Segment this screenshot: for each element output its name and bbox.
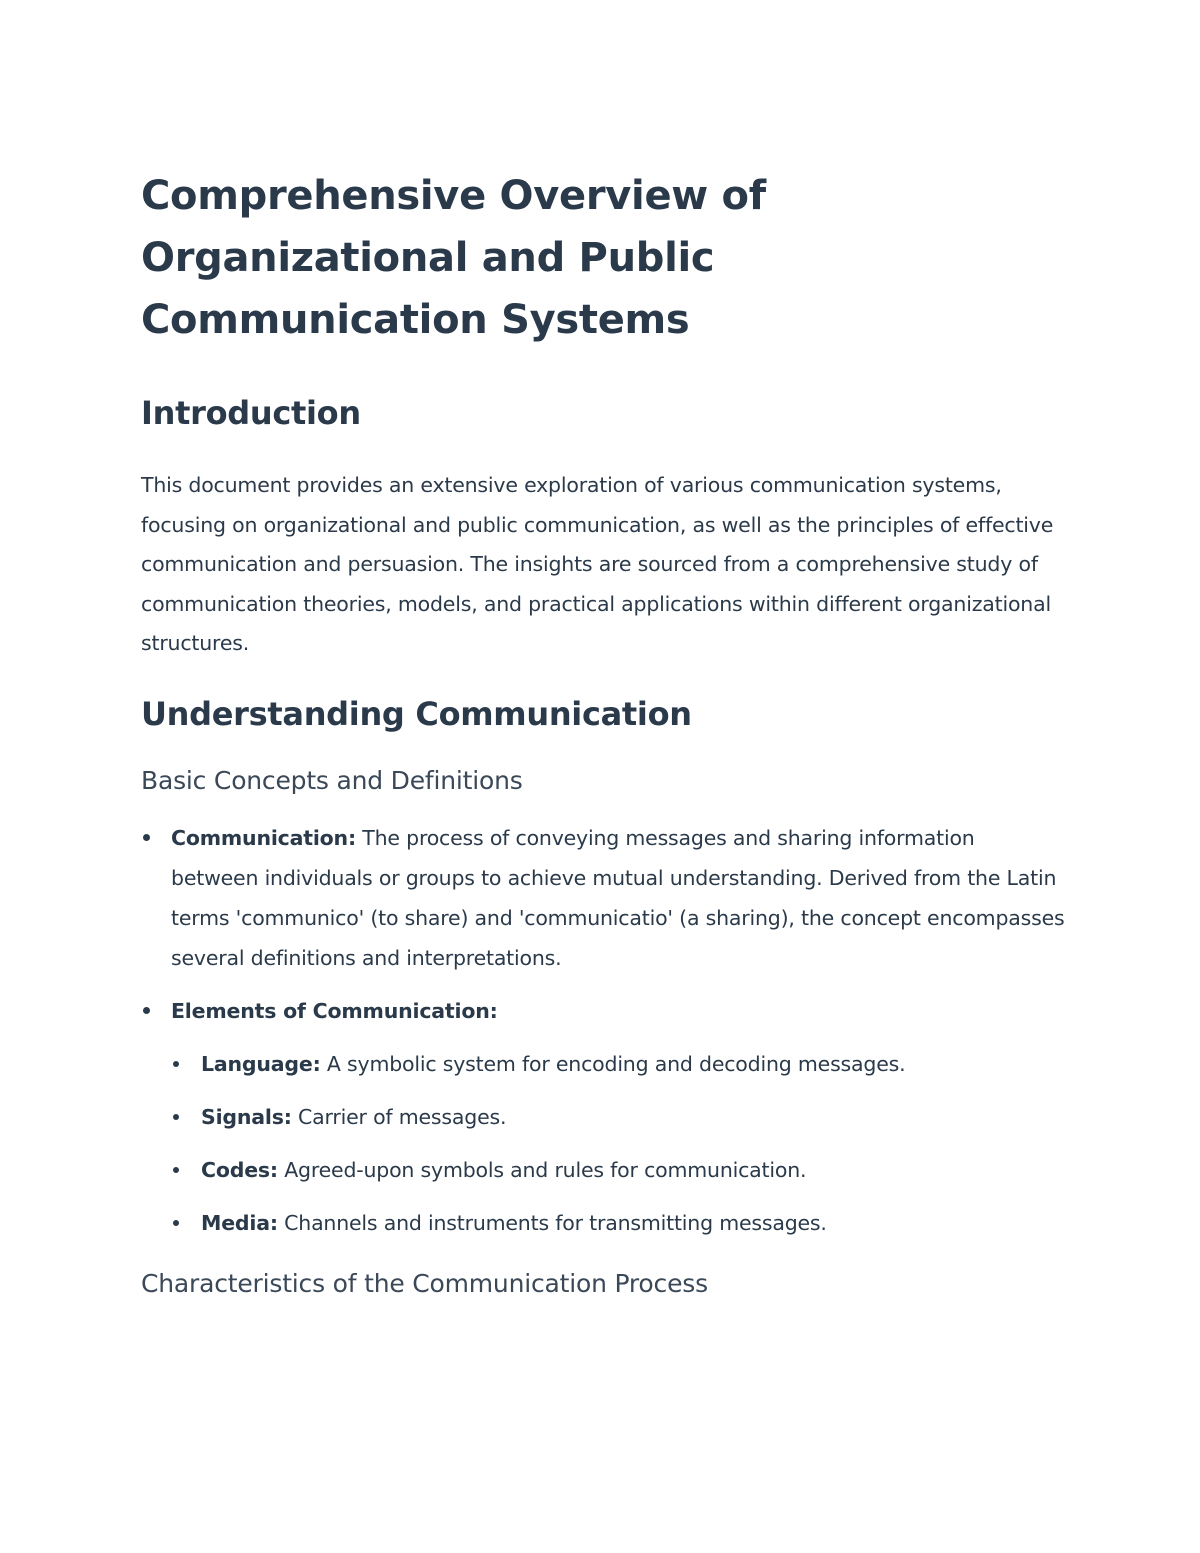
list-item-elements xyxy=(141,991,1066,1243)
bullet-icon xyxy=(143,834,150,841)
bullet-icon xyxy=(173,1061,179,1067)
definition-codes: Agreed-upon symbols and rules for communication. xyxy=(277,1157,807,1182)
list-item-communication xyxy=(141,818,1066,978)
term-elements-of-communication: Elements of Communication: xyxy=(171,998,498,1023)
definitions-list xyxy=(141,818,1066,1243)
term-language: Language: xyxy=(201,1051,321,1076)
document-title: Comprehensive Overview of Organizational and Public Communication Systems xyxy=(141,173,766,343)
term-signals: Signals: xyxy=(201,1104,292,1129)
bullet-icon xyxy=(143,1007,150,1014)
bullet-icon xyxy=(173,1167,179,1173)
definition-signals: Carrier of messages. xyxy=(291,1104,507,1129)
definition-language: A symbolic system for encoding and decoding messages. xyxy=(320,1051,906,1076)
term-media: Media: xyxy=(201,1210,278,1235)
term-codes: Codes: xyxy=(201,1157,278,1182)
elements-sublist xyxy=(171,1044,1066,1243)
bullet-icon xyxy=(173,1114,179,1120)
definition-communication: The process of conveying messages and sharing information between individuals or groups to achieve mutual understanding. Derived from the Latin terms 'communico' (to share) and 'communicatio' (a sharing), the concept encompasses several definitions and interpretations. xyxy=(171,825,1065,970)
document-page xyxy=(141,165,1066,1301)
basic-concepts-heading: Basic Concepts and Definitions xyxy=(141,765,523,795)
introduction-paragraph: This document provides an extensive exploration of various communication systems, focusing on organizational and public communication, as well as the principles of effective communication and persuasion. The insights are sourced from a comprehensive study of communication theories, models, and practical applications within different organizational structures. xyxy=(141,473,1054,655)
sublist-item-language xyxy=(171,1044,1066,1084)
sublist-item-codes xyxy=(171,1150,1066,1190)
sublist-item-media xyxy=(171,1203,1066,1243)
understanding-communication-heading: Understanding Communication xyxy=(141,694,692,733)
sublist-item-signals xyxy=(171,1097,1066,1137)
characteristics-heading: Characteristics of the Communication Process xyxy=(141,1268,708,1298)
bullet-icon xyxy=(173,1220,179,1226)
term-communication: Communication: xyxy=(171,825,356,850)
introduction-heading: Introduction xyxy=(141,394,361,432)
definition-media: Channels and instruments for transmitting messages. xyxy=(277,1210,827,1235)
